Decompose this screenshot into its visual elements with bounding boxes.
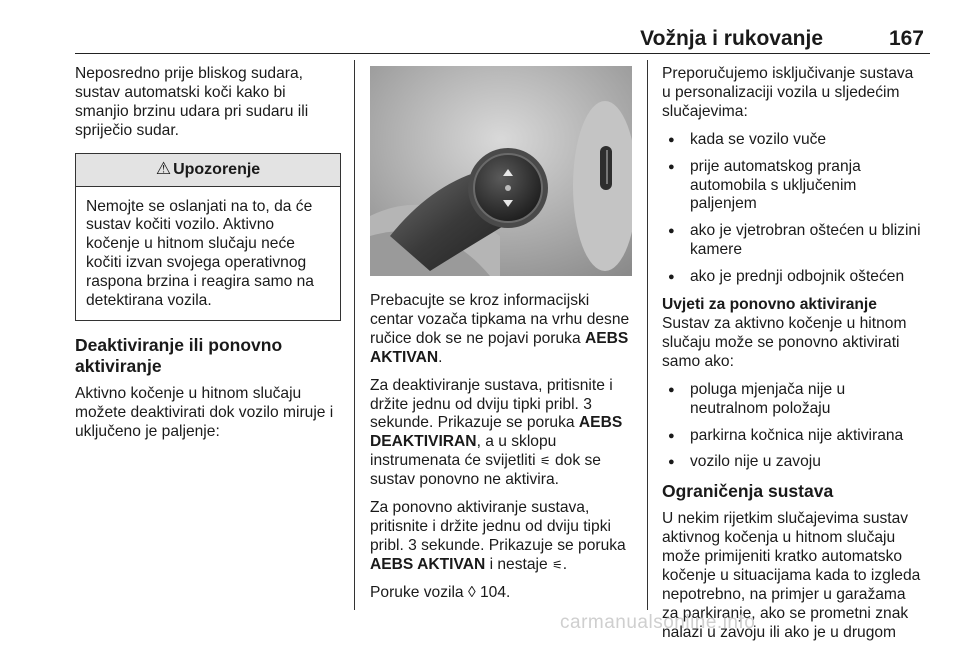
list-item: ● ako je prednji odbojnik oštećen (662, 268, 926, 287)
message-aebs-active: AEBS AKTIVAN (370, 329, 629, 366)
list-item: ● prije automatskog pranja automobila s uključenim paljenjem (662, 158, 926, 215)
column-2 (370, 292, 632, 612)
reactivation-paragraph: Sustav za aktivno kočenje u hitnom slučaju može se ponovno aktivirati samo ako: (662, 314, 907, 370)
column-3 (662, 65, 926, 652)
paragraph-cycle: Prebacujte se kroz informacijski centar vozača tipkama na vrhu desne ručice dok se ne pojavi poruka AEBS AKTIVAN. (370, 292, 630, 366)
stalk-button-photo (370, 66, 632, 276)
limitations-paragraph: U nekim rijetkim slučajevima sustav aktivnog kočenja u hitnom slučaju može primijeniti kratko automatsko kočenje u situacijama kada to izgleda nepotrebno, na primjer u garažama za parkiranje, ako se prometni znak nalazi u zavoju ili ako je u drugom (662, 510, 921, 641)
column-1 (75, 65, 341, 451)
recommendation-list (662, 131, 926, 287)
aebs-off-icon: ⚟ (539, 454, 551, 469)
subheading-reactivation-conditions: Uvjeti za ponovno aktiviranje (662, 296, 877, 314)
list-item: ● vozilo nije u zavoju (662, 453, 926, 472)
section-heading-deactivation: Deaktiviranje ili ponovno aktiviranje (75, 334, 283, 376)
section-heading-limitations: Ograničenja sustava (662, 481, 834, 502)
watermark: carmanualsonline.info (560, 612, 756, 633)
page-reference-link[interactable]: 104. (475, 583, 511, 601)
aebs-off-icon-2: ⚟ (551, 557, 563, 572)
header-rule (75, 53, 930, 54)
header-title: Vožnja i rukovanje (640, 27, 823, 50)
paragraph-vehicle-messages: Poruke vozila ◊ 104. (370, 583, 511, 601)
warning-box (75, 153, 341, 321)
column-divider-1 (354, 60, 355, 610)
intro-paragraph: Neposredno prije bliskog sudara, sustav automatski koči kako bi smanjio brzinu udara pri sudaru ili spriječio sudar. (75, 65, 309, 139)
warning-title: Upozorenje (173, 160, 261, 178)
list-item: ● parkirna kočnica nije aktivirana (662, 427, 926, 446)
list-item: ● kada se vozilo vuče (662, 131, 926, 150)
list-item: ● poluga mjenjača nije u neutralnom položaju (662, 381, 926, 419)
list-item: ● ako je vjetrobran oštećen u blizini kamere (662, 222, 926, 260)
message-aebs-active-2: AEBS AKTIVAN (370, 555, 486, 573)
column-divider-2 (647, 60, 648, 610)
page-number: 167 (888, 27, 924, 50)
message-aebs-deactivated: AEBS DEAKTIVIRAN (370, 414, 623, 451)
paragraph-reactivate: Za ponovno aktiviranje sustava, pritisnite i držite jednu od dviju tipki pribl. 3 sekunde. Prikazuje se poruka AEBS AKTIVAN i nestaje ⚟. (370, 499, 626, 573)
paragraph-deactivate: Za deaktiviranje sustava, pritisnite i držite jednu od dviju tipki pribl. 3 sekunde. Prikazuje se poruka AEBS DEAKTIVIRAN, a u sklopu instrumenata će svijetliti ⚟ dok se sustav ponovno ne aktivira. (370, 376, 623, 489)
recommendation-paragraph: Preporučujemo isključivanje sustava u personalizaciji vozila u sljedećim slučajevima: (662, 65, 914, 120)
warning-text: Nemojte se oslanjati na to, da će sustav kočiti vozilo. Aktivno kočenje u hitnom slučaju neće kočiti izvan svojega operativnog raspona brzina i reagira samo na detektirana vozila. (86, 197, 314, 310)
conditions-list (662, 381, 926, 473)
deactivation-paragraph: Aktivno kočenje u hitnom slučaju možete deaktivirati dok vozilo miruje i uključeno je paljenje: (75, 384, 334, 440)
warning-icon: ⚠ (155, 158, 172, 178)
warning-header (76, 154, 340, 187)
page-reference-icon: ◊ (467, 583, 476, 601)
